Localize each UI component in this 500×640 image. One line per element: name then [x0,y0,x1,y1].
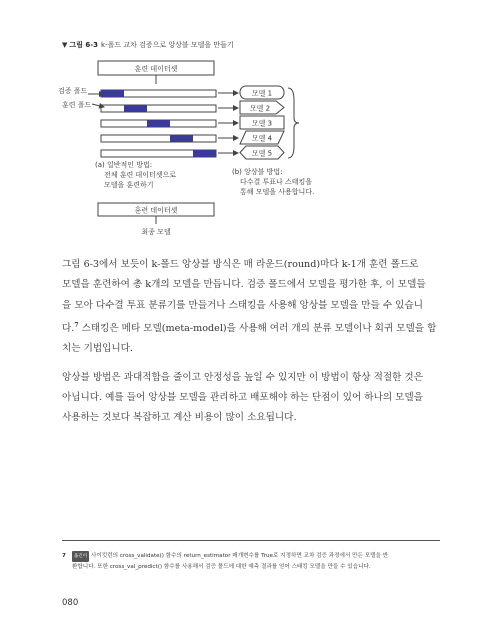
kfold-ensemble-diagram [0,0,500,250]
bottom-dataset-label: 훈련 데이터셋 [134,206,178,215]
footnote-ref[interactable]: 7 [74,321,79,329]
p2-line-1: 앙상블 방법은 과대적합을 줄이고 안정성을 높일 수 있지만 이 방법이 항상 적절한 것은 [62,371,423,383]
svg-text:모델 4: 모델 4 [251,134,273,143]
model-3-shape [240,116,284,129]
p1-line-2: 모델을 훈련하여 총 k개의 모델을 만듭니다. 검증 폴드에서 모델을 평가한 후, 이 모델들 [62,279,426,291]
page-number: 080 [62,598,79,608]
fold-row-1 [101,90,216,97]
model-5-shape [240,146,284,159]
model-1-shape [240,86,284,99]
footnote-line-1: 사이킷런의 cross_validate() 함수의 return_estimator 매개변수를 True로 지정하면 교차 검증 과정에서 만든 모델을 반 [91,553,389,559]
svg-text:모델 1: 모델 1 [251,89,273,98]
paragraph-2 [62,368,440,429]
svg-text:모델 3: 모델 3 [251,119,273,128]
p1-line-1: 그림 6-3에서 보듯이 k-폴드 앙상블 방식은 매 라운드(round)마다 k-1개 훈련 폴드로 [62,259,419,270]
body-text [62,255,440,437]
svg-text:모델 2: 모델 2 [249,104,271,113]
fold-row-2 [101,105,216,112]
footnote-line-2: 환합니다. 또한 cross_val_predict() 함수를 사용해서 검증 폴드에 대한 예측 결과를 얻어 스태킹 모델을 만들 수 있습니다. [72,564,371,570]
p1-line-5: 치는 기법입니다. [62,343,133,355]
p1-line-3: 을 모아 다수결 투표 분류기를 만들거나 스태킹을 사용해 앙상블 모델을 만들 수 있습니 [62,299,423,311]
model-2-shape [240,101,284,114]
model-4-shape [240,131,284,144]
p2-line-2: 아닙니다. 예를 들어 앙상블 모델을 관리하고 배포해야 하는 단점이 있어 하나의 모델을 [62,391,423,403]
caption-marker: ▼ [62,41,68,49]
top-dataset-label: 훈련 데이터셋 [134,65,178,73]
final-model-label: 최종 모델 [141,228,171,236]
p1-line-4b: 스태킹은 메타 모델(meta-model)을 사용해 여러 개의 분류 모델이나 회귀 모델을 합 [78,323,437,335]
footnote-number: 7 [62,553,66,559]
note-b-line3: 통해 모델을 사용합니다. [240,188,315,196]
footnote-text [72,551,452,573]
p2-line-3: 사용하는 것보다 복잡하고 계산 비용이 많이 소요됩니다. [62,412,297,424]
footnote-divider [62,540,440,541]
validation-fold-label: 검증 폴드 [58,87,88,95]
fold-row-5 [101,150,216,157]
paragraph-1 [62,255,440,360]
figure-title: k-폴드 교차 검증으로 앙상블 모델을 만들기 [101,41,234,49]
note-a-line2: 전체 훈련 데이터셋으로 [104,171,177,179]
figure-number: 그림 6-3 [69,41,98,49]
fold-row-4 [101,135,216,142]
note-a-line1: (a) 일반적인 방법: [95,161,153,169]
note-a-line3: 모델을 훈련하기 [104,181,154,189]
models-bracket [288,88,299,158]
svg-text:모델 5: 모델 5 [251,149,273,158]
note-b-line2: 다수결 투표나 스태킹을 [240,178,313,186]
fold-row-3 [101,120,216,127]
translator-badge: 옮긴이 [72,551,89,562]
note-b-line1: (b) 앙상블 방법: [232,168,283,176]
training-fold-label: 훈련 폴드 [62,101,92,109]
p1-line-4a: 다. [62,323,75,335]
